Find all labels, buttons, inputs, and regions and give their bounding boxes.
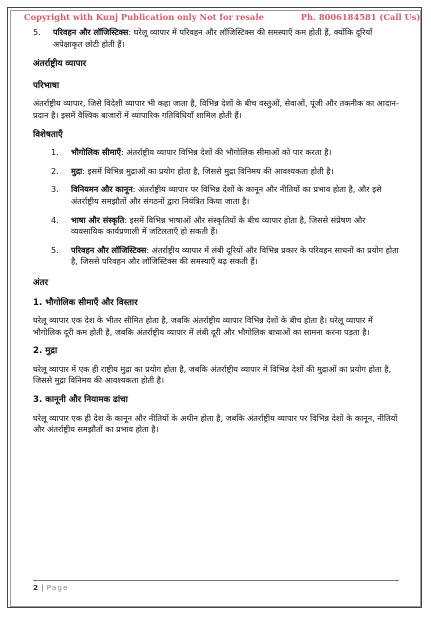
copyright-text: Copyright with Kunj Publication only Not for resale (24, 12, 264, 22)
list-text: : इसमें विभिन्न मुद्राओं का प्रयोग होता है, जिससे मुद्रा विनिमय की आवश्यकता होती है। (82, 165, 334, 176)
list-number: 3. (51, 184, 59, 195)
list-item (51, 166, 399, 178)
list-number: 1. (51, 147, 59, 158)
footer-divider (33, 580, 399, 581)
list-number: 4. (51, 214, 59, 225)
list-term: परिवहन और लॉजिस्टिक्स (71, 244, 147, 255)
copyright-header (24, 12, 421, 22)
differences-heading: अंतर (33, 277, 48, 288)
page-label: Page (46, 583, 69, 592)
definition-text: अंतर्राष्ट्रीय व्यापार, जिसे विदेशी व्यापार भी कहा जाता है, विभिन्न देशों के बीच वस्तुओं, सेवाओं, पूंजी और तकनीक का आदान-प्रदान है। इसमें वैश्विक बाजारों में व्यापारिक गतिविधियाँ शामिल होती हैं। (33, 98, 399, 120)
list-item (51, 147, 399, 159)
list-text: : अंतर्राष्ट्रीय व्यापार विभिन्न देशों की भौगोलिक सीमाओं को पार करता है। (121, 147, 332, 158)
list-term: भौगोलिक सीमाएँ (71, 147, 122, 158)
page-footer (33, 583, 69, 592)
list-term: मुद्रा (71, 165, 83, 176)
list-number: 5. (51, 244, 59, 255)
intro-list-item (33, 27, 399, 50)
list-term: परिवहन और लॉजिस्टिक्स (53, 27, 129, 37)
difference-text: घरेलू व्यापार में एक ही राष्ट्रीय मुद्रा का प्रयोग होता है, जबकि अंतर्राष्ट्रीय व्यापार में विभिन्न देशों की मुद्राओं का प्रयोग होता है, जिससे मुद्रा विनिमय की आवश्यकता होती है। (33, 363, 392, 386)
page-number: 2 (33, 583, 39, 592)
list-text: : इसमें विभिन्न भाषाओं और संस्कृतियों के बीच व्यापार होता है, जिससे संप्रेषण और व्यवसायिक कार्यप्रणाली में जटिलताएँ हो सकती हैं। (71, 214, 366, 237)
list-term: विनियमन और कानून (71, 184, 133, 195)
list-text: : घरेलू व्यापार में परिवहन और लॉजिस्टिक्स की समस्याएँ कम होती हैं, क्योंकि दूरियाँ अपेक्षाकृत छोटी होती हैं। (53, 27, 373, 49)
difference-title: 3. कानूनी और नियामक ढांचा (33, 395, 128, 406)
list-item (51, 245, 399, 268)
list-item (51, 215, 399, 238)
list-text: : अंतर्राष्ट्रीय व्यापार में लंबी दूरियों और विभिन्न प्रकार के परिवहन साधनों का प्रयोग होता है, जिससे परिवहन और लॉजिस्टिक्स की समस्याएँ बढ़ सकती हैं। (71, 244, 399, 267)
definition-heading: परिभाषा (33, 80, 60, 91)
difference-text: घरेलू व्यापार एक देश के भीतर सीमित होता है, जबकि अंतर्राष्ट्रीय व्यापार विभिन्न देशों के बीच होता है। घरेलू व्यापार में भौगोलिक दूरी कम होती है, जबकि अंतर्राष्ट्रीय व्यापार में लंबी दूरी और भौगोलिक बाधाओं का सामना करना पड़ता है। (33, 315, 373, 337)
list-term: भाषा और संस्कृति (71, 214, 125, 225)
list-item (51, 184, 399, 207)
list-number: 2. (51, 165, 59, 176)
section-title: अंतर्राष्ट्रीय व्यापार (33, 59, 87, 70)
difference-text: घरेलू व्यापार एक ही देश के कानून और नीतियों के अधीन होता है, जबकि अंतर्राष्ट्रीय व्यापार पर विभिन्न देशों के कानून, नीतियों और अंतर्राष्ट्रीय समझौतों का प्रभाव होता है। (33, 412, 398, 435)
list-number: 5. (33, 27, 41, 37)
phone-text: Ph. 8006184581 (Call Us) (300, 12, 421, 22)
difference-title: 1. भौगोलिक सीमाएँ और विस्तार (33, 297, 138, 308)
features-heading: विशेषताएँ (33, 129, 63, 140)
document-body (33, 27, 399, 436)
footer-separator: | (41, 583, 44, 592)
list-text: : अंतर्राष्ट्रीय व्यापार पर विभिन्न देशों के कानून और नीतियों का प्रभाव होता है, और इसे अंतर्राष्ट्रीय समझौतों और संगठनों द्वारा नियंत्रित किया जाता है। (71, 184, 382, 206)
difference-title: 2. मुद्रा (33, 346, 58, 357)
features-list (51, 147, 399, 268)
